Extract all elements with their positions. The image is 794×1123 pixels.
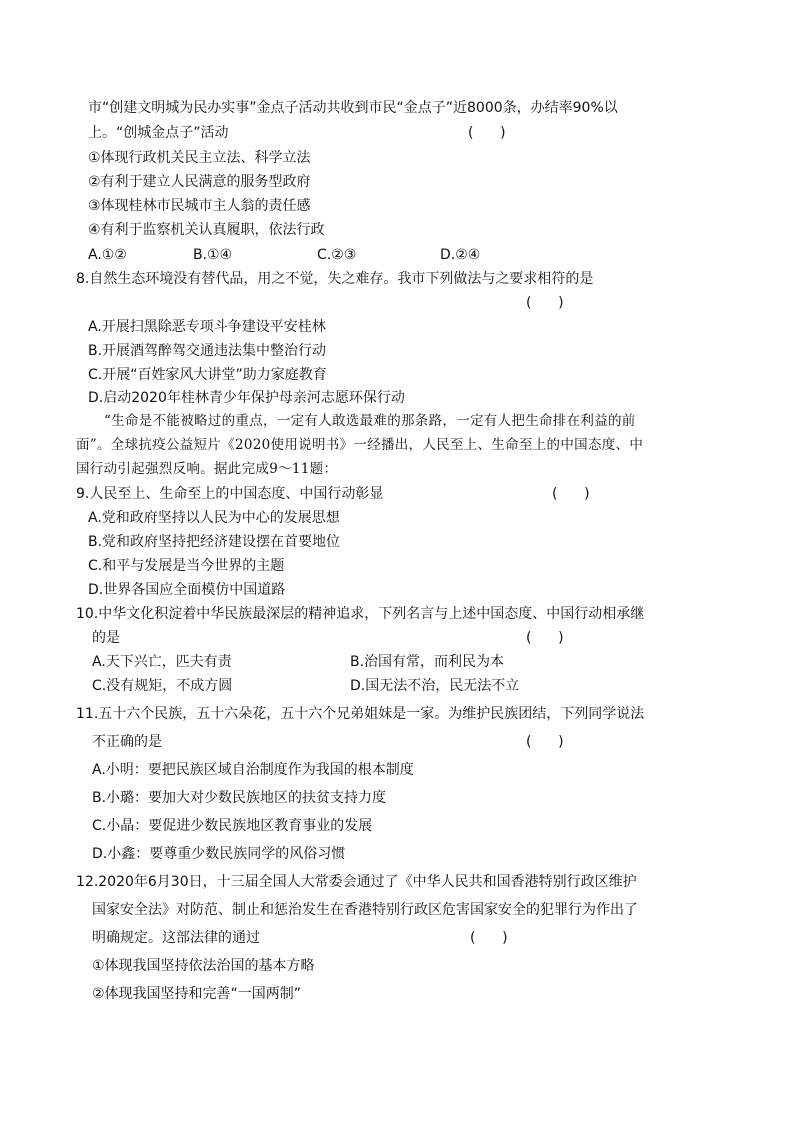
q11-stem-line2: 不正确的是 <box>92 734 162 750</box>
answer-paren: ( ) <box>526 295 564 311</box>
q12-stem-line1: 12.2020年6月30日，十三届全国人大常委会通过了《中华人民共和国香港特别行政区维护 <box>76 874 637 890</box>
statement: ②有利于建立人民满意的服务型政府 <box>88 174 311 190</box>
answer-paren: ( ) <box>468 125 506 141</box>
option: B.党和政府坚持把经济建设摆在首要地位 <box>88 534 341 550</box>
option: C.没有规矩，不成方圆 <box>92 678 233 694</box>
option: C.开展“百姓家风大讲堂”助力家庭教育 <box>88 367 327 383</box>
option: A.天下兴亡，匹夫有责 <box>92 654 232 670</box>
q7-stem-line1: 市“创建文明城为民办实事”金点子活动共收到市民“金点子”近8000条，办结率90%以 <box>88 100 618 116</box>
option: D.②④ <box>440 247 481 263</box>
statement: ①体现我国坚持依法治国的基本方略 <box>92 958 315 974</box>
q8-stem: 8.自然生态环境没有替代品，用之不觉，失之难存。我市下列做法与之要求相符的是 <box>76 271 594 287</box>
option: B.小璐：要加大对少数民族地区的扶贫支持力度 <box>92 790 387 806</box>
q7-stem-line2: 上。“创城金点子”活动 <box>88 125 229 141</box>
statement: ①体现行政机关民主立法、科学立法 <box>88 150 311 166</box>
passage-line: 面”。全球抗疫公益短片《2020使用说明书》一经播出，人民至上、生命至上的中国态度、中 <box>76 437 644 453</box>
q10-stem-line1: 10.中华文化积淀着中华民族最深层的精神追求，下列名言与上述中国态度、中国行动相承继 <box>76 606 645 622</box>
passage-line: 国行动引起强烈反响。据此完成9～11题： <box>76 461 338 477</box>
option: A.党和政府坚持以人民为中心的发展思想 <box>88 510 340 526</box>
option: B.①④ <box>193 247 233 263</box>
passage-line: “生命是不能被略过的重点，一定有人敢选最难的那条路，一定有人把生命排在利益的前 <box>104 413 636 429</box>
q11-stem-line1: 11.五十六个民族，五十六朵花，五十六个兄弟姐妹是一家。为维护民族团结，下列同学说法 <box>76 706 645 722</box>
option: C.和平与发展是当今世界的主题 <box>88 558 285 574</box>
option: B.开展酒驾醉驾交通违法集中整治行动 <box>88 343 327 359</box>
option: D.启动2020年桂林青少年保护母亲河志愿环保行动 <box>88 390 405 406</box>
statement: ②体现我国坚持和完善“一国两制” <box>92 986 302 1002</box>
option: C.②③ <box>317 247 357 263</box>
option: C.小晶：要促进少数民族地区教育事业的发展 <box>92 818 373 834</box>
answer-paren: ( ) <box>526 630 564 646</box>
answer-paren: ( ) <box>526 734 564 750</box>
option: D.世界各国应全面模仿中国道路 <box>88 582 286 598</box>
answer-paren: ( ) <box>552 486 590 502</box>
answer-paren: ( ) <box>470 930 508 946</box>
option: B.治国有常，而利民为本 <box>350 654 505 670</box>
q9-stem: 9.人民至上、生命至上的中国态度、中国行动彰显 <box>76 486 384 502</box>
option: A.①② <box>88 247 127 263</box>
option: D.国无法不治，民无法不立 <box>350 678 520 694</box>
statement: ④有利于监察机关认真履职，依法行政 <box>88 222 325 238</box>
option: A.小明：要把民族区域自治制度作为我国的根本制度 <box>92 762 414 778</box>
option: D.小鑫：要尊重少数民族同学的风俗习惯 <box>92 846 346 862</box>
q12-stem-line3: 明确规定。这部法律的通过 <box>92 930 260 946</box>
statement: ③体现桂林市民城市主人翁的责任感 <box>88 198 311 214</box>
q12-stem-line2: 国家安全法》对防范、制止和惩治发生在香港特别行政区危害国家安全的犯罪行为作出了 <box>92 902 638 918</box>
option: A.开展扫黑除恶专项斗争建设平安桂林 <box>88 319 326 335</box>
q10-stem-line2: 的是 <box>92 630 120 646</box>
